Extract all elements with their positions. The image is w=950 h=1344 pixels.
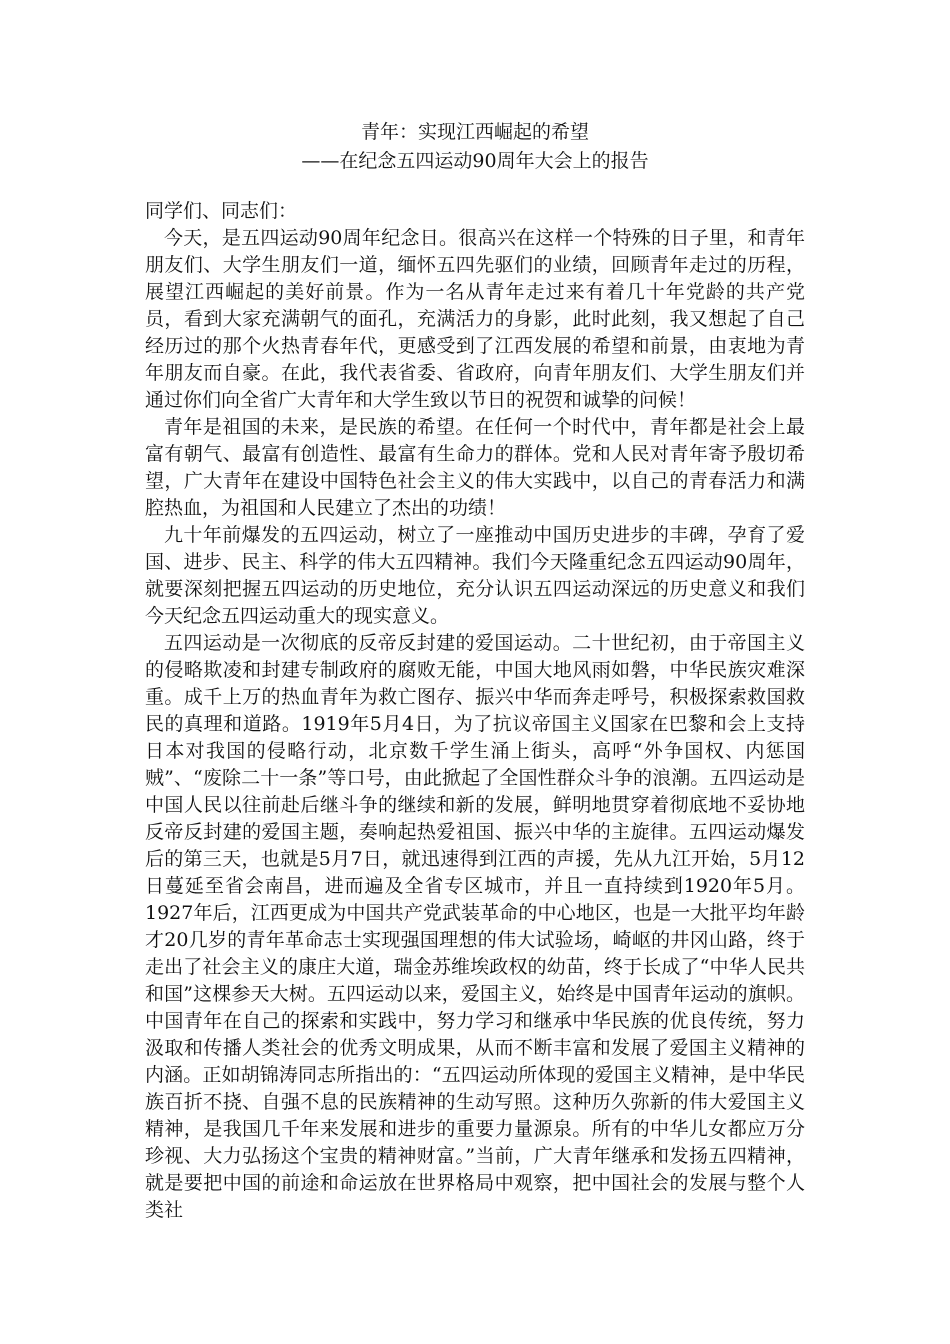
- document-page: [145, 118, 805, 1224]
- salutation: 同学们、同志们：: [145, 200, 298, 222]
- document-body: [145, 198, 805, 1224]
- title-block: [145, 118, 805, 176]
- document-title: 青年：实现江西崛起的希望: [360, 121, 589, 143]
- document-subtitle: ——在纪念五四运动90周年大会上的报告: [301, 150, 649, 172]
- paragraph-4: 五四运动是一次彻底的反帝反封建的爱国运动。二十世纪初，由于帝国主义的侵略欺凌和封建专制政府的腐败无能，中国大地风雨如磐，中华民族灾难深重。成千上万的热血青年为救亡图存、振兴中华而奔走呼号，积极探索救国救民的真理和道路。1919年5月4日，为了抗议帝国主义国家在巴黎和会上支持日本对我国的侵略行动，北京数千学生涌上街头，高呼“外争国权、内惩国贼”、“废除二十一条”等口号，由此掀起了全国性群众斗争的浪潮。五四运动是中国人民以往前赴后继斗争的继续和新的发展，鲜明地贯穿着彻底地不妥协地反帝反封建的爱国主题，奏响起热爱祖国、振兴中华的主旋律。五四运动爆发后的第三天，也就是5月7日，就迅速得到江西的声援，先从九江开始，5月12日蔓延至省会南昌，进而遍及全省专区城市，并且一直持续到1920年5月。1927年后，江西更成为中国共产党武装革命的中心地区，也是一大批平均年龄才20几岁的青年革命志士实现强国理想的伟大试验场，崎岖的井冈山路，终于走出了社会主义的康庄大道，瑞金苏维埃政权的幼苗，终于长成了“中华人民共和国”这棵参天大树。五四运动以来，爱国主义，始终是中国青年运动的旗帜。中国青年在自己的探索和实践中，努力学习和继承中华民族的优良传统，努力汲取和传播人类社会的优秀文明成果，从而不断丰富和发展了爱国主义精神的内涵。正如胡锦涛同志所指出的：“五四运动所体现的爱国主义精神，是中华民族百折不挠、自强不息的民族精神的生动写照。这种历久弥新的伟大爱国主义精神，是我国几千年来发展和进步的重要力量源泉。所有的中华儿女都应万分珍视、大力弘扬这个宝贵的精神财富。”当前，广大青年继承和发扬五四精神，就是要把中国的前途和命运放在世界格局中观察，把中国社会的发展与整个人类社: [145, 632, 805, 1221]
- paragraph-1: 今天，是五四运动90周年纪念日。很高兴在这样一个特殊的日子里，和青年朋友们、大学生朋友们一道，缅怀五四先驱们的业绩，回顾青年走过的历程，展望江西崛起的美好前景。作为一名从青年走过来有着几十年党龄的共产党员，看到大家充满朝气的面孔，充满活力的身影，此时此刻，我又想起了自己经历过的那个火热青春年代，更感受到了江西发展的希望和前景，由衷地为青年朋友而自豪。在此，我代表省委、省政府，向青年朋友们、大学生朋友们并通过你们向全省广大青年和大学生致以节日的祝贺和诚挚的问候！: [145, 227, 805, 411]
- paragraph-3: 九十年前爆发的五四运动，树立了一座推动中国历史进步的丰碑，孕育了爱国、进步、民主、科学的伟大五四精神。我们今天隆重纪念五四运动90周年，就要深刻把握五四运动的历史地位，充分认识五四运动深远的历史意义和我们今天纪念五四运动重大的现实意义。: [145, 524, 805, 627]
- paragraph-2: 青年是祖国的未来，是民族的希望。在任何一个时代中，青年都是社会上最富有朝气、最富有创造性、最富有生命力的群体。党和人民对青年寄予殷切希望，广大青年在建设中国特色社会主义的伟大实践中，以自己的青春活力和满腔热血，为祖国和人民建立了杰出的功绩！: [145, 416, 805, 519]
